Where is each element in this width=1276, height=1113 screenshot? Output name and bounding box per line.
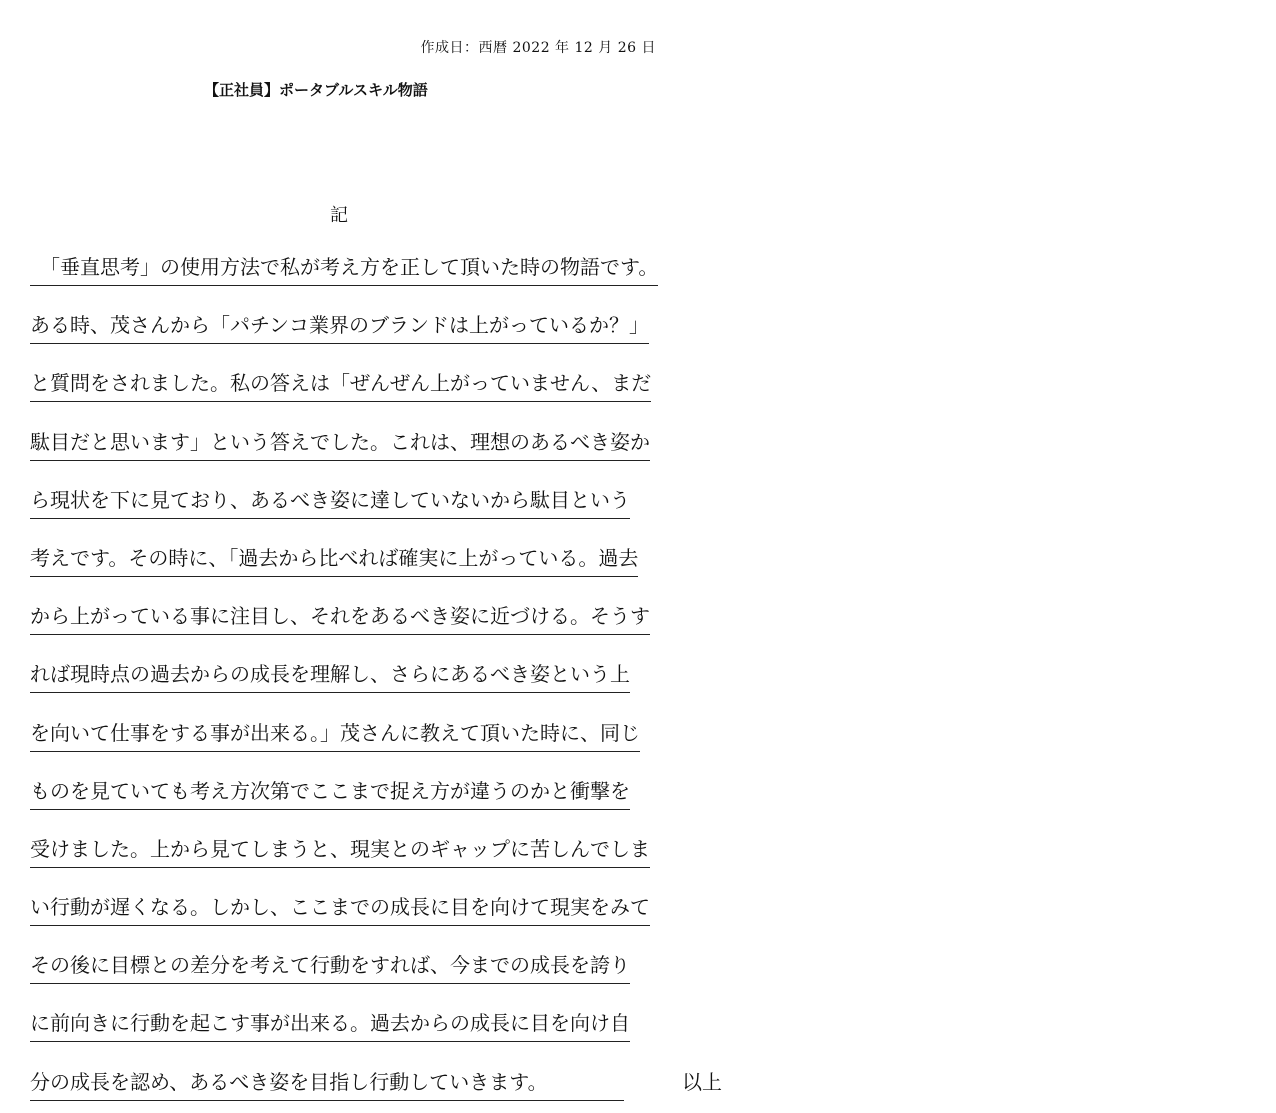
body-line: ものを見ていても考え方次第でここまで捉え方が違うのかと衝撃を (30, 764, 662, 822)
body-line: ある時、茂さんから「パチンコ業界のブランドは上がっているか？」 (30, 298, 662, 356)
body-line: に前向きに行動を起こす事が出来る。過去からの成長に目を向け自 (30, 996, 662, 1054)
body-line-final (30, 1055, 722, 1113)
final-sentence: 分の成長を認め、あるべき姿を目指し行動していきます。 (30, 1069, 548, 1094)
body-line: れば現時点の過去からの成長を理解し、さらにあるべき姿という上 (30, 647, 662, 705)
creation-date: 作成日：西暦 2022 年 12 月 26 日 (420, 40, 656, 56)
body-line: その後に目標との差分を考えて行動をすれば、今までの成長を誇り (30, 938, 662, 996)
body-line: 「垂直思考」の使用方法で私が考え方を正して頂いた時の物語です。 (30, 240, 662, 298)
section-marker: 記 (330, 205, 348, 226)
body-line: ら現状を下に見ており、あるべき姿に達していないから駄目という (30, 473, 662, 531)
body-line: 受けました。上から見てしまうと、現実とのギャップに苦しんでしま (30, 822, 662, 880)
body-line: 駄目だと思います」という答えでした。これは、理想のあるべき姿か (30, 415, 662, 473)
body-line: を向いて仕事をする事が出来る。」茂さんに教えて頂いた時に、同じ (30, 706, 662, 764)
story-body (30, 240, 722, 1113)
body-line: い行動が遅くなる。しかし、ここまでの成長に目を向けて現実をみて (30, 880, 662, 938)
closing-mark: 以上 (682, 1069, 722, 1094)
body-line: 考えです。その時に、「過去から比べれば確実に上がっている。過去 (30, 531, 662, 589)
body-line: から上がっている事に注目し、それをあるべき姿に近づける。そうす (30, 589, 662, 647)
document-title: 【正社員】ポータブルスキル物語 (204, 81, 428, 99)
body-line: と質問をされました。私の答えは「ぜんぜん上がっていません、まだ (30, 356, 662, 414)
